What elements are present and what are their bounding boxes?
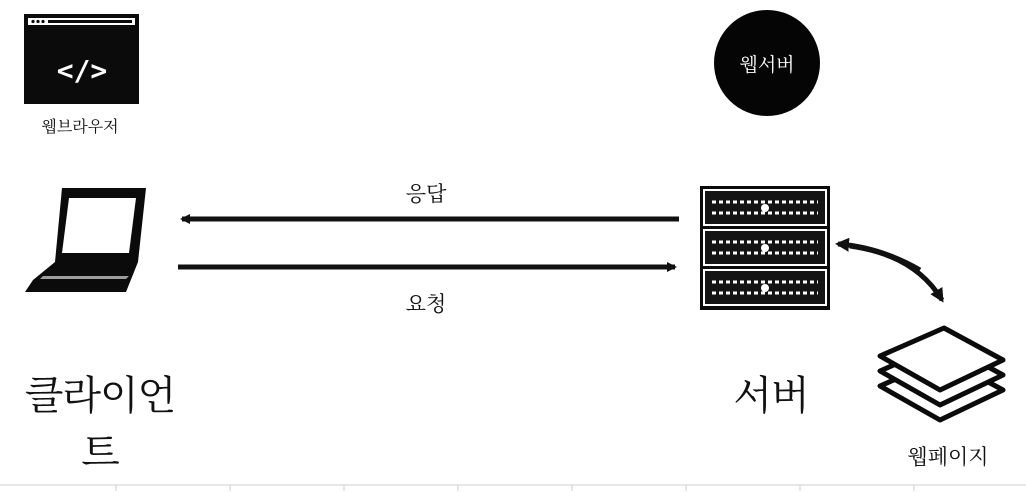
layers-stack-icon: [880, 328, 1003, 420]
response-label: 응답: [405, 182, 447, 206]
server-webpage-curved-arrow: [838, 244, 942, 300]
code-symbol: </>: [56, 54, 108, 87]
bottom-rule: [0, 485, 1026, 491]
browser-label: 웹브라우저: [41, 117, 119, 136]
laptop-icon: [25, 188, 146, 292]
client-label: 클라이언트: [24, 373, 176, 476]
web-server-label: 웹서버: [739, 53, 795, 76]
request-label: 요청: [405, 292, 447, 316]
web-server-badge: [714, 10, 820, 116]
server-rack-icon: [700, 186, 830, 310]
server-label: 서버: [733, 373, 809, 419]
browser-window-icon: [24, 14, 139, 104]
webpage-label: 웹페이지: [907, 445, 989, 469]
